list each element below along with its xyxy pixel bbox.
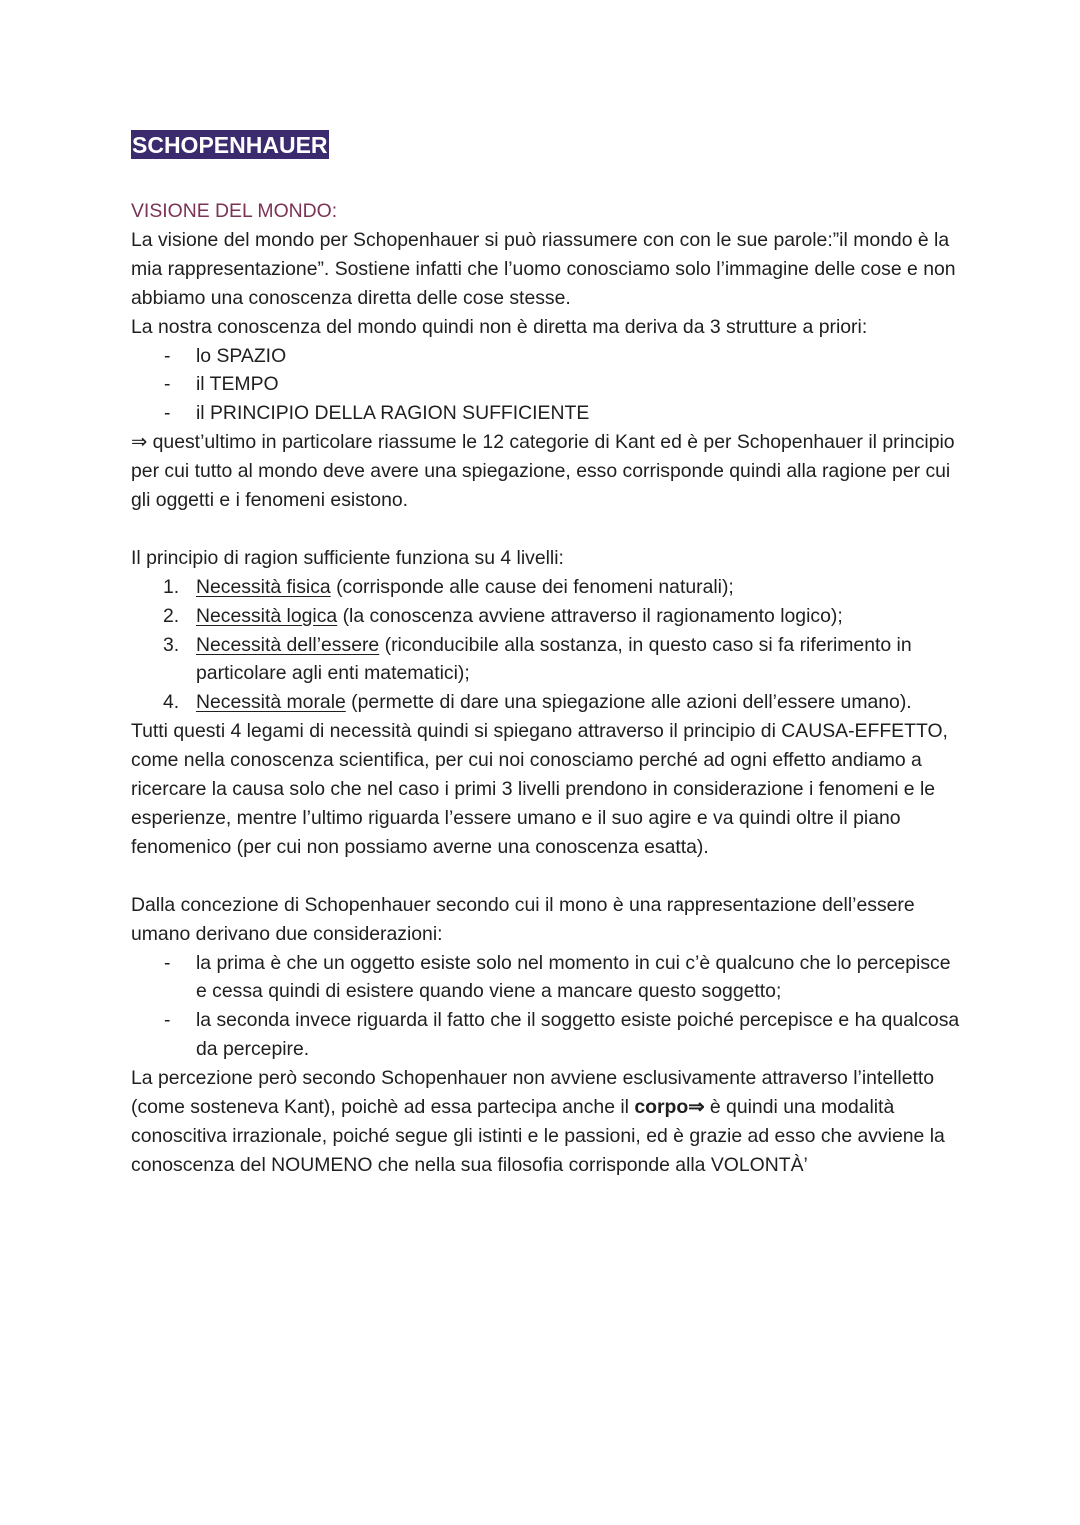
- list-item: [131, 602, 961, 631]
- perception-text-b: è quindi una modalità conoscitiva irrazionale, poiché segue gli istinti e le passioni, ed è grazie ad esso che avviene la conoscenza del NOUMENO che nella sua filosofia corrisponde alla VOLONTÀ’: [131, 1096, 945, 1176]
- list-item: - il TEMPO: [131, 370, 961, 399]
- section-heading: VISIONE DEL MONDO:: [131, 200, 338, 222]
- level-desc: (la conoscenza avviene attraverso il ragionamento logico);: [337, 604, 843, 627]
- level-term: Necessità morale: [196, 691, 346, 714]
- spacer: [131, 862, 961, 891]
- paragraph-cause-effect: Tutti questi 4 legami di necessità quindi si spiegano attraverso il principio di CAUSA-EFFETTO, come nella conoscenza scientifica, per cui noi conosciamo perché ad ogni effetto andiamo a ricercare la causa solo che nel caso i primi 3 livelli prendono in considerazione i fenomeni e le esperienze, mentre l’ultimo riguarda l’essere umano e il suo agire e va quindi oltre il piano fenomenico (per cui non possiamo averne una conoscenza esatta).: [131, 720, 948, 858]
- paragraph-considerations-intro: Dalla concezione di Schopenhauer secondo cui il mono è una rappresentazione dell’essere umano derivano due considerazioni:: [131, 893, 915, 945]
- level-desc: (riconducibile alla sostanza, in questo caso si fa riferimento in particolare agli enti matematici);: [196, 633, 912, 685]
- level-term: Necessità dell’essere: [196, 633, 380, 656]
- list-item: - il PRINCIPIO DELLA RAGION SUFFICIENTE: [131, 399, 961, 428]
- list-marker: 1.: [163, 575, 180, 598]
- list-item: [131, 631, 961, 689]
- spacer: [131, 515, 961, 544]
- paragraph-intro: La visione del mondo per Schopenhauer si può riassumere con con le sue parole:”il mondo è la mia rappresentazione”. Sostiene infatti che l’uomo conosciamo solo l’immagine delle cose e non abbiamo una conoscenza diretta delle cose stesse.: [131, 228, 956, 309]
- list-marker: 3.: [163, 633, 180, 656]
- paragraph-perception: [131, 1064, 961, 1180]
- list-marker: 4.: [163, 691, 180, 714]
- level-desc: (corrisponde alle cause dei fenomeni naturali);: [330, 575, 734, 598]
- level-term: Necessità logica: [196, 604, 338, 627]
- page-title: SCHOPENHAUER: [132, 132, 328, 158]
- list-item: - la seconda invece riguarda il fatto che il soggetto esiste poiché percepisce e ha qualcosa da percepire.: [131, 1006, 961, 1064]
- paragraph-structures-intro: La nostra conoscenza del mondo quindi non è diretta ma deriva da 3 strutture a priori:: [131, 315, 868, 338]
- list-item: - lo SPAZIO: [131, 342, 961, 371]
- document-page: [131, 130, 961, 1180]
- levels-list: [131, 573, 961, 718]
- perception-text-a: La percezione però secondo Schopenhauer non avviene esclusivamente attraverso l’intelletto (come sosteneva Kant), poichè ad essa partecipa anche il: [131, 1067, 935, 1119]
- perception-bold: corpo⇒: [634, 1096, 705, 1119]
- paragraph-levels-intro: Il principio di ragion sufficiente funziona su 4 livelli:: [131, 546, 564, 569]
- list-item: [131, 688, 961, 717]
- structures-list: [131, 342, 961, 429]
- list-item: - la prima è che un oggetto esiste solo nel momento in cui c’è qualcuno che lo percepisce e cessa quindi di esistere quando viene a mancare questo soggetto;: [131, 949, 961, 1007]
- paragraph-principle: ⇒ quest’ultimo in particolare riassume le 12 categorie di Kant ed è per Schopenhauer il principio per cui tutto al mondo deve avere una spiegazione, esso corrisponde quindi alla ragione per cui gli oggetti e i fenomeni esistono.: [131, 431, 955, 512]
- list-marker: 2.: [163, 604, 180, 627]
- level-desc: (permette di dare una spiegazione alle azioni dell’essere umano).: [345, 691, 912, 714]
- level-term: Necessità fisica: [196, 575, 331, 598]
- list-item: [131, 573, 961, 602]
- title-wrap: [131, 130, 961, 197]
- considerations-list: [131, 949, 961, 1065]
